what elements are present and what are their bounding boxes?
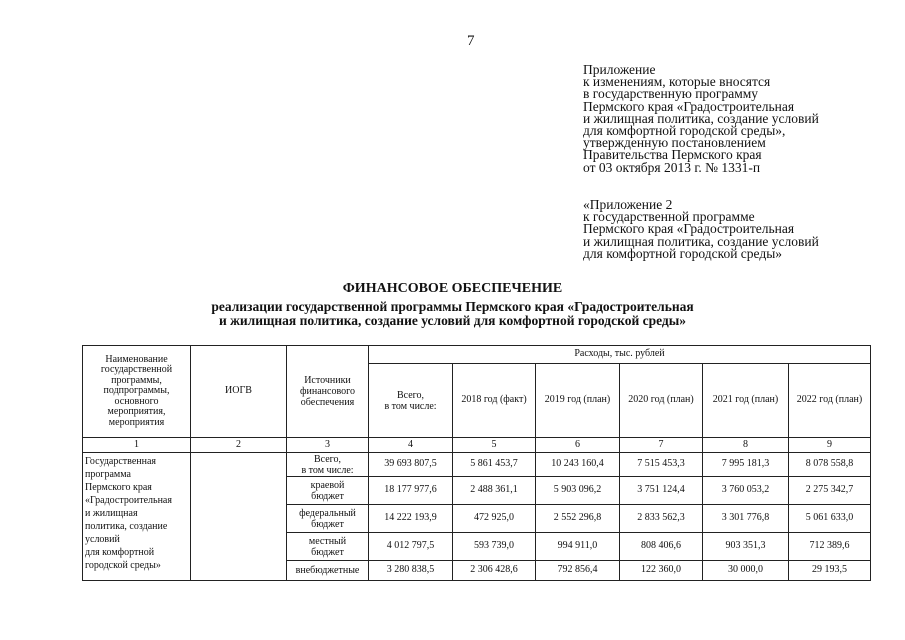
appendix-line: для комфортной городской среды»: [583, 245, 783, 261]
appendix-line: Пермского края «Градостроительная: [583, 98, 795, 114]
source-cell: [287, 477, 369, 505]
value-cell: 3 280 838,5: [369, 561, 453, 581]
source-line: в том числе:: [301, 464, 354, 476]
source-line: бюджет: [311, 518, 344, 530]
column-number: 8: [703, 438, 789, 453]
column-number: 1: [83, 438, 191, 453]
column-number: 6: [536, 438, 620, 453]
appendix-line: и жилищная политика, создание условий: [583, 110, 819, 126]
value-cell: 18 177 977,6: [369, 477, 453, 505]
value-cell: 472 925,0: [453, 505, 536, 533]
appendix-line: к государственной программе: [583, 209, 755, 225]
source-cell: [287, 561, 369, 581]
value-cell: 4 012 797,5: [369, 533, 453, 561]
value-cell: 5 061 633,0: [789, 505, 871, 533]
appendix-line: к изменениям, которые вносятся: [583, 74, 771, 90]
header-name-column: [83, 346, 191, 438]
subtitle-line: реализации государственной программы Пермского края «Градостроительная: [211, 299, 694, 314]
program-name-line: Пермского края: [85, 482, 152, 493]
value-cell: 29 193,5: [789, 561, 871, 581]
program-name-line: Государственная: [85, 456, 157, 467]
value-cell: 5 861 453,7: [453, 453, 536, 477]
value-cell: 14 222 193,9: [369, 505, 453, 533]
value-cell: 122 360,0: [620, 561, 703, 581]
value-cell: 39 693 807,5: [369, 453, 453, 477]
appendix-line: утвержденную постановлением: [583, 135, 766, 151]
value-cell: 2 306 428,6: [453, 561, 536, 581]
appendix-line: и жилищная политика, создание условий: [583, 233, 819, 249]
column-number-row: [83, 438, 871, 453]
header-line: мероприятия,: [107, 406, 166, 418]
source-line: бюджет: [311, 546, 344, 558]
column-number: 4: [369, 438, 453, 453]
value-cell: 903 351,3: [703, 533, 789, 561]
header-line: обеспечения: [300, 397, 355, 408]
source-line: местный: [308, 535, 347, 547]
source-line: бюджет: [311, 490, 344, 502]
value-cell: 3 751 124,4: [620, 477, 703, 505]
header-iogv-column: ИОГВ: [191, 346, 287, 438]
document-subtitle: [0, 300, 905, 328]
appendix-line: Пермского края «Градостроительная: [583, 221, 795, 237]
column-number: 7: [620, 438, 703, 453]
appendix-line: «Приложение 2: [583, 197, 673, 212]
column-number: 3: [287, 438, 369, 453]
header-line: программы,: [111, 374, 162, 386]
header-expenses-group: Расходы, тыс. рублей: [369, 346, 871, 364]
value-cell: 3 760 053,2: [703, 477, 789, 505]
value-cell: 3 301 776,8: [703, 505, 789, 533]
financing-table: [82, 345, 871, 581]
appendix-line: для комфортной городской среды»,: [583, 123, 786, 139]
value-cell: 7 995 181,3: [703, 453, 789, 477]
header-line: государственной: [100, 364, 173, 376]
value-cell: 10 243 160,4: [536, 453, 620, 477]
value-cell: 2 552 296,8: [536, 505, 620, 533]
program-name-cell: [83, 453, 191, 581]
value-cell: 808 406,6: [620, 533, 703, 561]
iogv-cell: [191, 453, 287, 581]
program-name-line: городской среды»: [85, 560, 161, 571]
header-line: в том числе:: [384, 400, 437, 412]
value-cell: 5 903 096,2: [536, 477, 620, 505]
appendix-line: от 03 октября 2013 г. № 1331-п: [583, 159, 761, 175]
program-name-line: для комфортной: [85, 547, 155, 558]
header-line: Всего,: [396, 389, 425, 401]
appendix-header-2: [583, 199, 819, 260]
header-line: мероприятия: [108, 416, 165, 428]
page-number: 7: [467, 33, 475, 49]
header-year-column: 2022 год (план): [789, 364, 871, 438]
value-cell: 2 275 342,7: [789, 477, 871, 505]
header-year-column: 2018 год (факт): [453, 364, 536, 438]
header-total-column: [369, 364, 453, 438]
column-number: 5: [453, 438, 536, 453]
subtitle-line: и жилищная политика, создание условий для комфортной городской среды»: [218, 313, 687, 328]
source-line: внебюджетные: [295, 565, 360, 576]
value-cell: 2 488 361,1: [453, 477, 536, 505]
source-cell: [287, 453, 369, 477]
source-cell: [287, 505, 369, 533]
value-cell: 30 000,0: [703, 561, 789, 581]
value-cell: 712 389,6: [789, 533, 871, 561]
program-name-line: и жилищная: [85, 508, 138, 519]
header-line: Наименование: [105, 353, 168, 365]
value-cell: 792 856,4: [536, 561, 620, 581]
value-cell: 2 833 562,3: [620, 505, 703, 533]
source-line: федеральный: [299, 507, 356, 519]
value-cell: 593 739,0: [453, 533, 536, 561]
appendix-line: в государственную программу: [583, 86, 759, 102]
header-year-column: 2021 год (план): [703, 364, 789, 438]
appendix-line: Правительства Пермского края: [583, 147, 762, 163]
appendix-line: Приложение: [583, 62, 656, 77]
program-name-line: «Градостроительная: [85, 495, 172, 506]
program-name-line: условий: [85, 534, 120, 545]
header-line: подпрограммы,: [103, 385, 170, 397]
header-line: основного: [114, 395, 159, 407]
source-cell: [287, 533, 369, 561]
header-year-column: 2019 год (план): [536, 364, 620, 438]
value-cell: 7 515 453,3: [620, 453, 703, 477]
source-line: краевой: [310, 479, 345, 491]
header-line: Источники: [304, 375, 351, 386]
header-source-column: [287, 346, 369, 438]
header-line: финансового: [300, 386, 355, 397]
column-number: 9: [789, 438, 871, 453]
header-row: [83, 346, 871, 364]
column-number: 2: [191, 438, 287, 453]
program-name-line: политика, создание: [85, 521, 168, 532]
value-cell: 8 078 558,8: [789, 453, 871, 477]
document-title: ФИНАНСОВОЕ ОБЕСПЕЧЕНИЕ: [342, 281, 563, 296]
appendix-header-1: [583, 64, 819, 174]
value-cell: 994 911,0: [536, 533, 620, 561]
source-line: Всего,: [313, 453, 342, 465]
header-year-column: 2020 год (план): [620, 364, 703, 438]
program-name-line: программа: [85, 469, 131, 480]
table-row: [83, 453, 871, 477]
